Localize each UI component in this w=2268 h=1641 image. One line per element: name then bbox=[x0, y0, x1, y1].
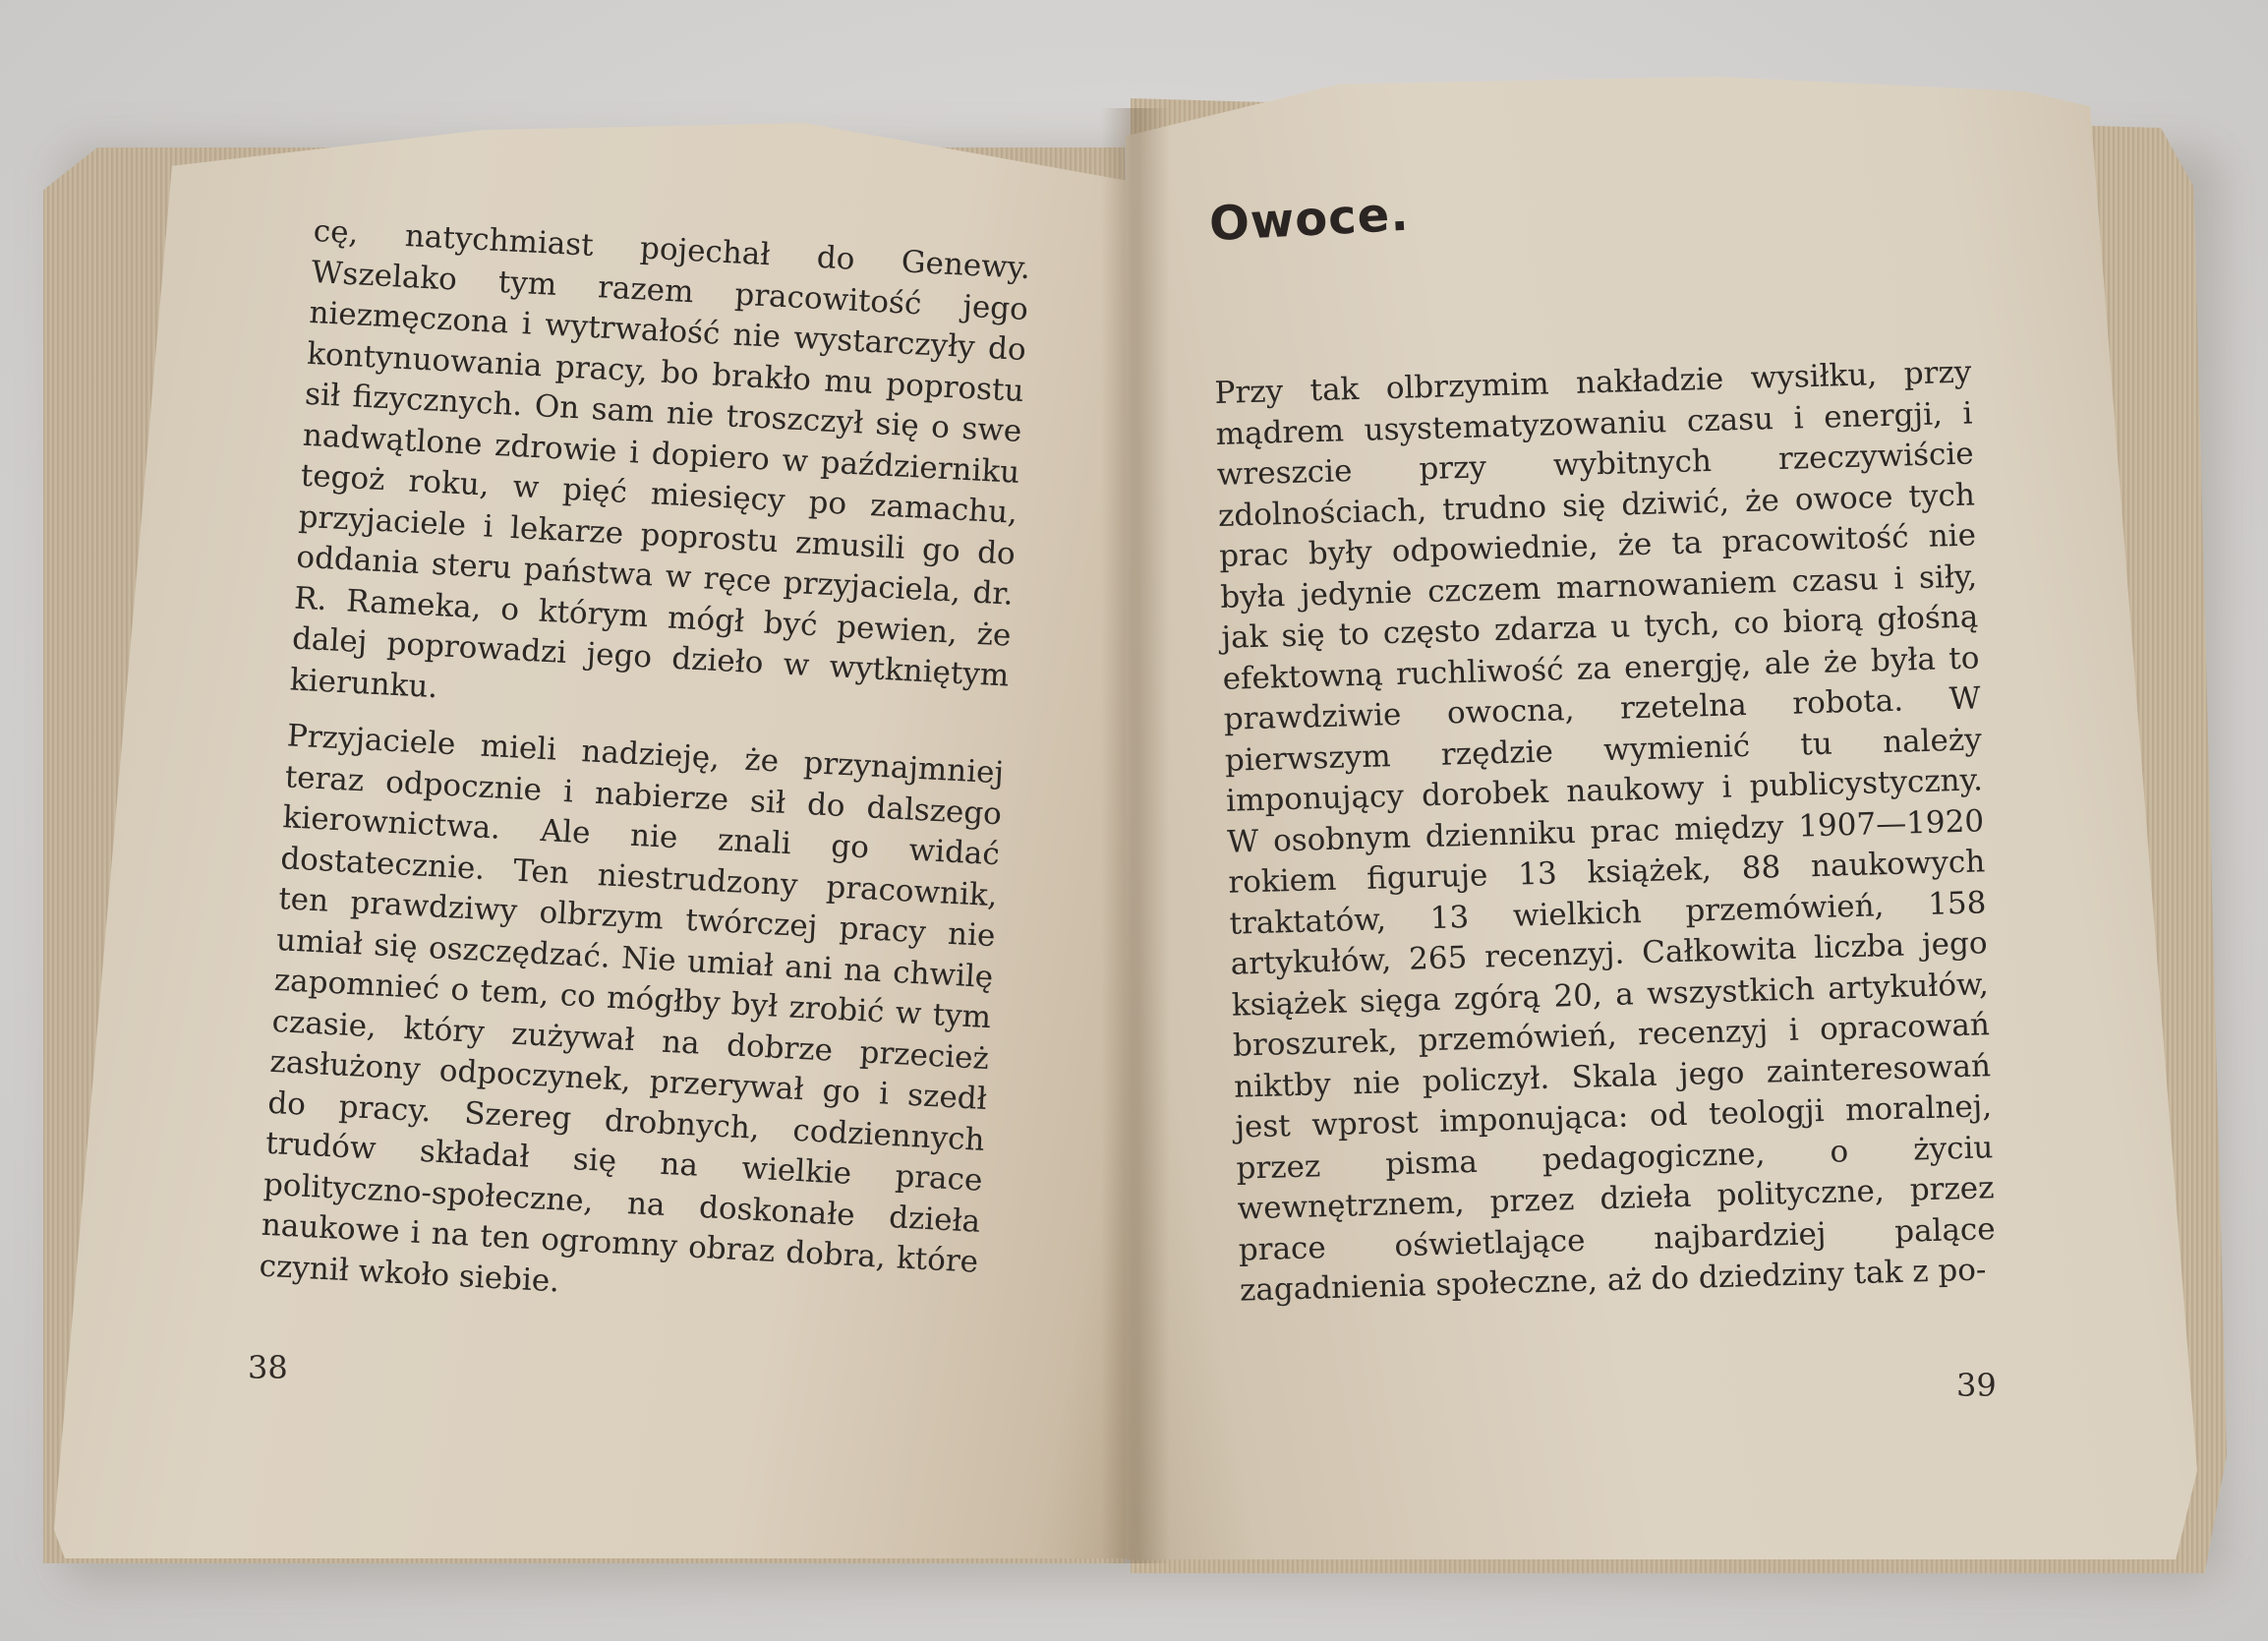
right-page-number: 39 bbox=[1956, 1367, 1997, 1404]
book-gutter bbox=[1101, 108, 1170, 1563]
right-paragraph-1: Przy tak olbrzymim nakładzie wysiłku, przy mądrem usystematyzowaniu czasu i energji, i wreszcie przy wybitnych rzeczywiście zdolnościach, trudno się dziwić, że owoce tych prac były odpowiednie, że ta pracowitość nie była jedynie czczem marnowaniem czasu i siły, jak się to często zdarza u tych, co biorą głośną efektowną ruchliwość za energję, ale że była to prawdziwie owocna, rzetelna robota. W pierwszym rzędzie wymienić tu należy imponujący dorobek naukowy i publicystyczny. W osobnym dzienniku prac między 1907—1920 rokiem figuruje 13 książek, 88 naukowych traktatów, 13 wielkich przemówień, 158 artykułów, 265 recenzyj. Całkowita liczba jego książek sięga zgórą 20, a wszystkich artykułów, broszurek, przemówień, recenzyj i opracowań niktby nie policzył. Skala jego zainteresowań jest wprost imponująca: od teologji moralnej, przez pisma pedagogiczne, o życiu wewnętrznem, przez dzieła polityczne, przez prace oświetlające najbardziej palące zagadnienia społeczne, aż do dziedziny tak z po- bbox=[1214, 354, 1997, 1309]
right-page-text bbox=[1214, 353, 1997, 1313]
chapter-heading: Owoce. bbox=[1207, 186, 1411, 253]
left-paragraph-2: Przyjaciele mieli nadzieję, że przynajmniej teraz odpocznie i nabierze sił do dalszego kierownictwa. Ale nie znali go widać dostatecznie. Ten niestrudzony pracownik, ten prawdziwy olbrzym twórczej pracy nie umiał się oszczędzać. Nie umiał ani na chwilę zapomnieć o tem, co mógłby był zrobić w tym czasie, który zużywał na dobrze przecież zasłużony odpoczynek, przerywał go i szedł do pracy. Szereg drobnych, codziennych trudów składał się na wielkie prace polityczno-społeczne, na doskonałe dzieła naukowe i na ten ogromny obraz dobra, które czynił wkoło siebie. bbox=[258, 718, 1005, 1300]
left-page-number: 38 bbox=[248, 1349, 288, 1386]
left-paragraph-1: cę, natychmiast pojechał do Genewy. Wszelako tym razem pracowitość jego niezmęczona i wytrwałość nie wystarczyły do kontynuowania pracy, bo brakło mu poprostu sił fizycznych. On sam nie troszczył się o swe nadwątlone zdrowie i dopiero w październiku tegoż roku, w pięć miesięcy po zamachu, przyjaciele i lekarze poprostu zmusili go do oddania steru państwa w ręce przyjaciela, dr. R. Rameka, o którym mógł być pewien, że dalej poprowadzi jego dzieło w wytkniętym kierunku. bbox=[289, 212, 1031, 705]
left-page-text bbox=[259, 211, 1031, 1324]
